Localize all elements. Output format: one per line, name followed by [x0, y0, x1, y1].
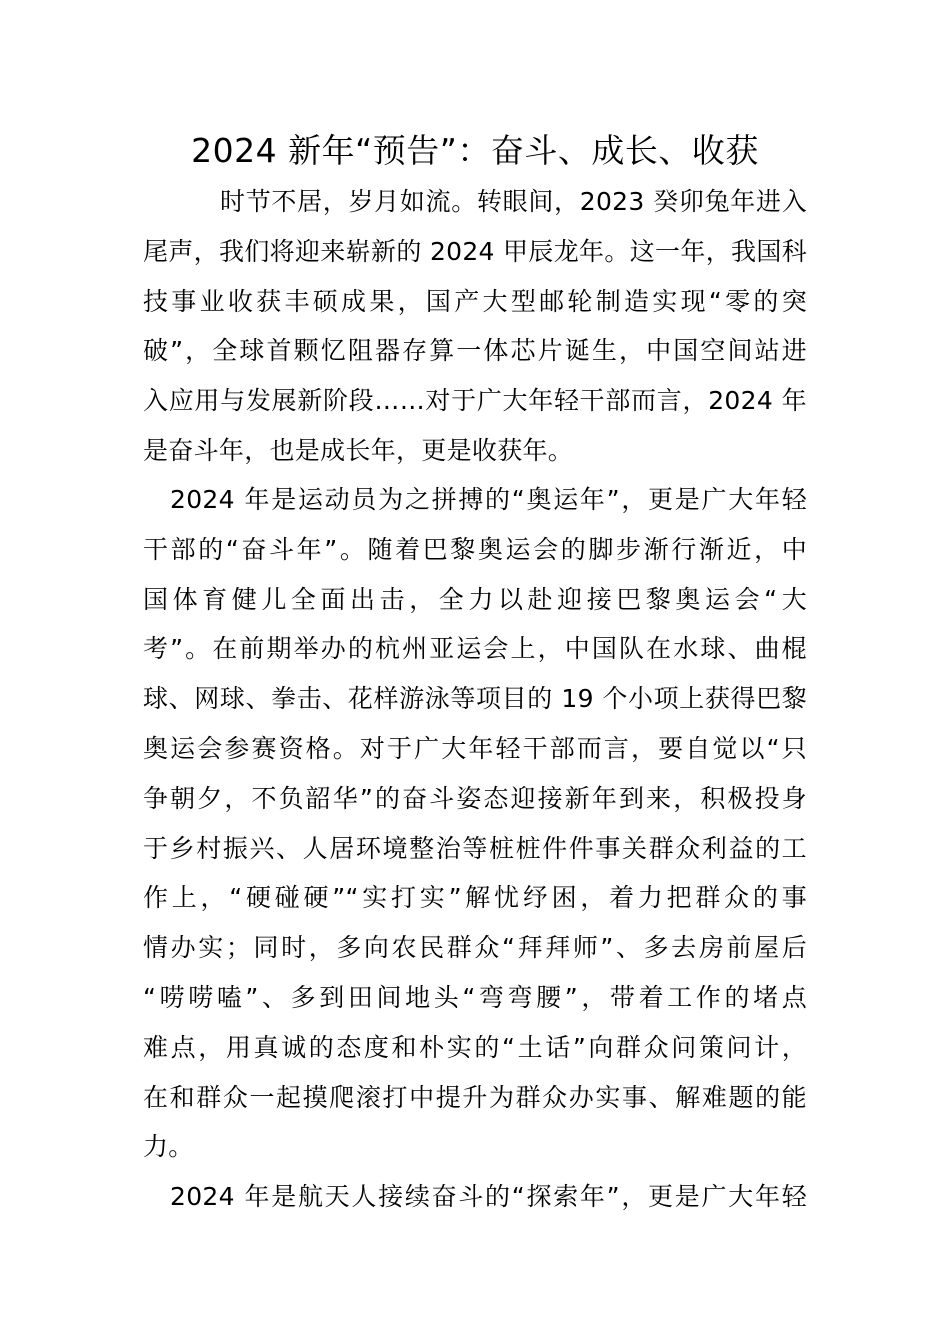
paragraph-line: 时节不居，岁月如流。转眼间，2023 癸卯兔年进入	[220, 187, 807, 216]
paragraph-3	[143, 1172, 807, 1222]
paragraph-line: 入应用与发展新阶段……对于广大年轻干部而言，2024 年	[143, 386, 807, 416]
paragraph-line: 力。	[143, 1132, 194, 1162]
paragraph-line: 情办实；同时，多向农民群众“拜拜师”、多去房前屋后	[143, 933, 807, 963]
paragraph-line: 作上，“硬碰硬”“实打实”解忧纾困，着力把群众的事	[143, 883, 807, 913]
paragraph-line: “唠唠嗑”、多到田间地头“弯弯腰”，带着工作的堵点	[143, 982, 807, 1012]
paragraph-line: 尾声，我们将迎来崭新的 2024 甲辰龙年。这一年，我国科	[143, 236, 807, 266]
paragraph-line: 2024 年是运动员为之拼搏的“奥运年”，更是广大年轻	[170, 485, 807, 514]
paragraph-line: 技事业收获丰硕成果，国产大型邮轮制造实现“零的突	[143, 286, 807, 316]
paragraph-line: 争朝夕，不负韶华”的奋斗姿态迎接新年到来，积极投身	[143, 783, 807, 813]
paragraph-line: 在和群众一起摸爬滚打中提升为群众办实事、解难题的能	[143, 1082, 807, 1112]
paragraph-line: 干部的“奋斗年”。随着巴黎奥运会的脚步渐行渐近，中	[143, 534, 807, 564]
paragraph-1	[143, 177, 807, 476]
paragraph-line: 奥运会参赛资格。对于广大年轻干部而言，要自觉以“只	[143, 733, 807, 763]
paragraph-line: 球、网球、拳击、花样游泳等项目的 19 个小项上获得巴黎	[143, 684, 807, 714]
paragraph-line: 于乡村振兴、人居环境整治等桩桩件件事关群众利益的工	[143, 833, 807, 863]
paragraph-line: 考”。在前期举办的杭州亚运会上，中国队在水球、曲棍	[143, 634, 807, 664]
paragraph-line: 2024 年是航天人接续奋斗的“探索年”，更是广大年轻	[170, 1182, 807, 1211]
document-title: 2024 新年“预告”：奋斗、成长、收获	[191, 131, 759, 170]
paragraph-2	[143, 475, 807, 1172]
paragraph-line: 国体育健儿全面出击，全力以赴迎接巴黎奥运会“大	[143, 584, 807, 614]
paragraph-line: 难点，用真诚的态度和朴实的“土话”向群众问策问计，	[143, 1032, 807, 1062]
paragraph-line: 是奋斗年，也是成长年，更是收获年。	[143, 435, 574, 465]
paragraph-line: 破”，全球首颗忆阻器存算一体芯片诞生，中国空间站进	[143, 336, 807, 366]
